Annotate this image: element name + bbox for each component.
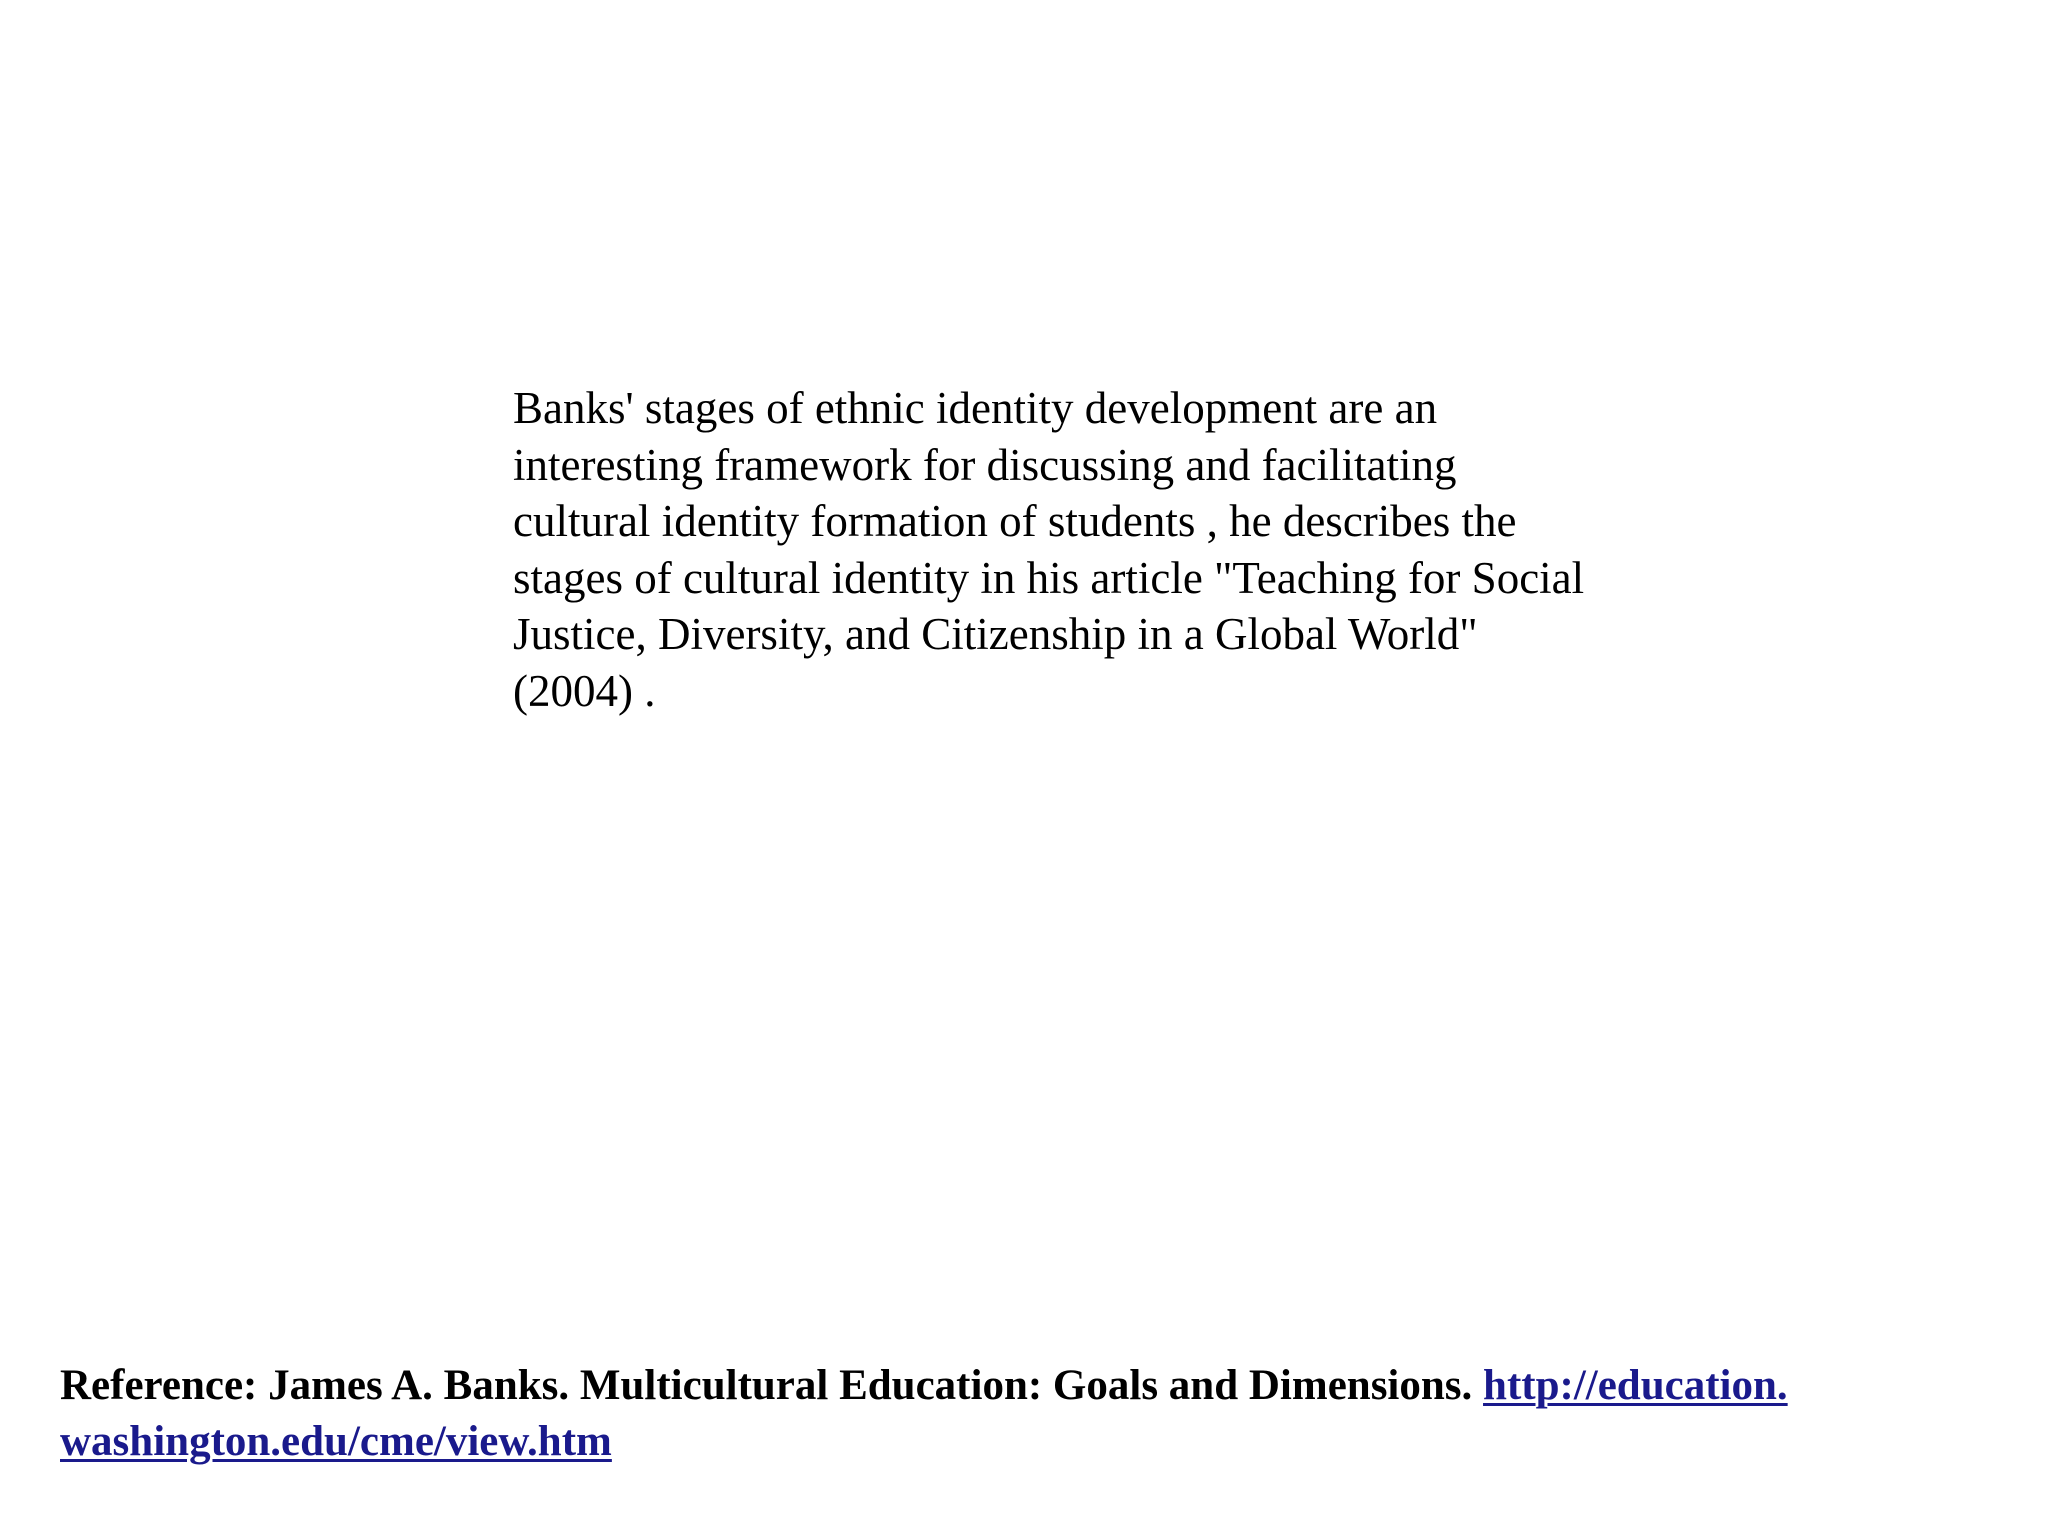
reference-line-2 (60, 1414, 2040, 1470)
reference-line-1 (60, 1358, 2040, 1414)
paragraph-line: cultural identity formation of students , he describes the (513, 496, 1517, 546)
reference-citation (60, 1358, 2040, 1470)
reference-link-part-2[interactable]: washington.edu/cme/view.htm (60, 1418, 612, 1465)
body-paragraph (513, 380, 1713, 719)
paragraph-line: Justice, Diversity, and Citizenship in a Global World" (513, 609, 1478, 659)
paragraph-line: (2004) . (513, 665, 656, 716)
paragraph-line: stages of cultural identity in his article "Teaching for Social (513, 552, 1585, 603)
paragraph-line: interesting framework for discussing and facilitating (513, 439, 1457, 490)
reference-text: Reference: James A. Banks. Multicultural Education: Goals and Dimensions. (60, 1362, 1473, 1409)
reference-link-part-1[interactable]: http://education. (1483, 1362, 1788, 1409)
paragraph-line: Banks' stages of ethnic identity development are an (513, 383, 1438, 433)
